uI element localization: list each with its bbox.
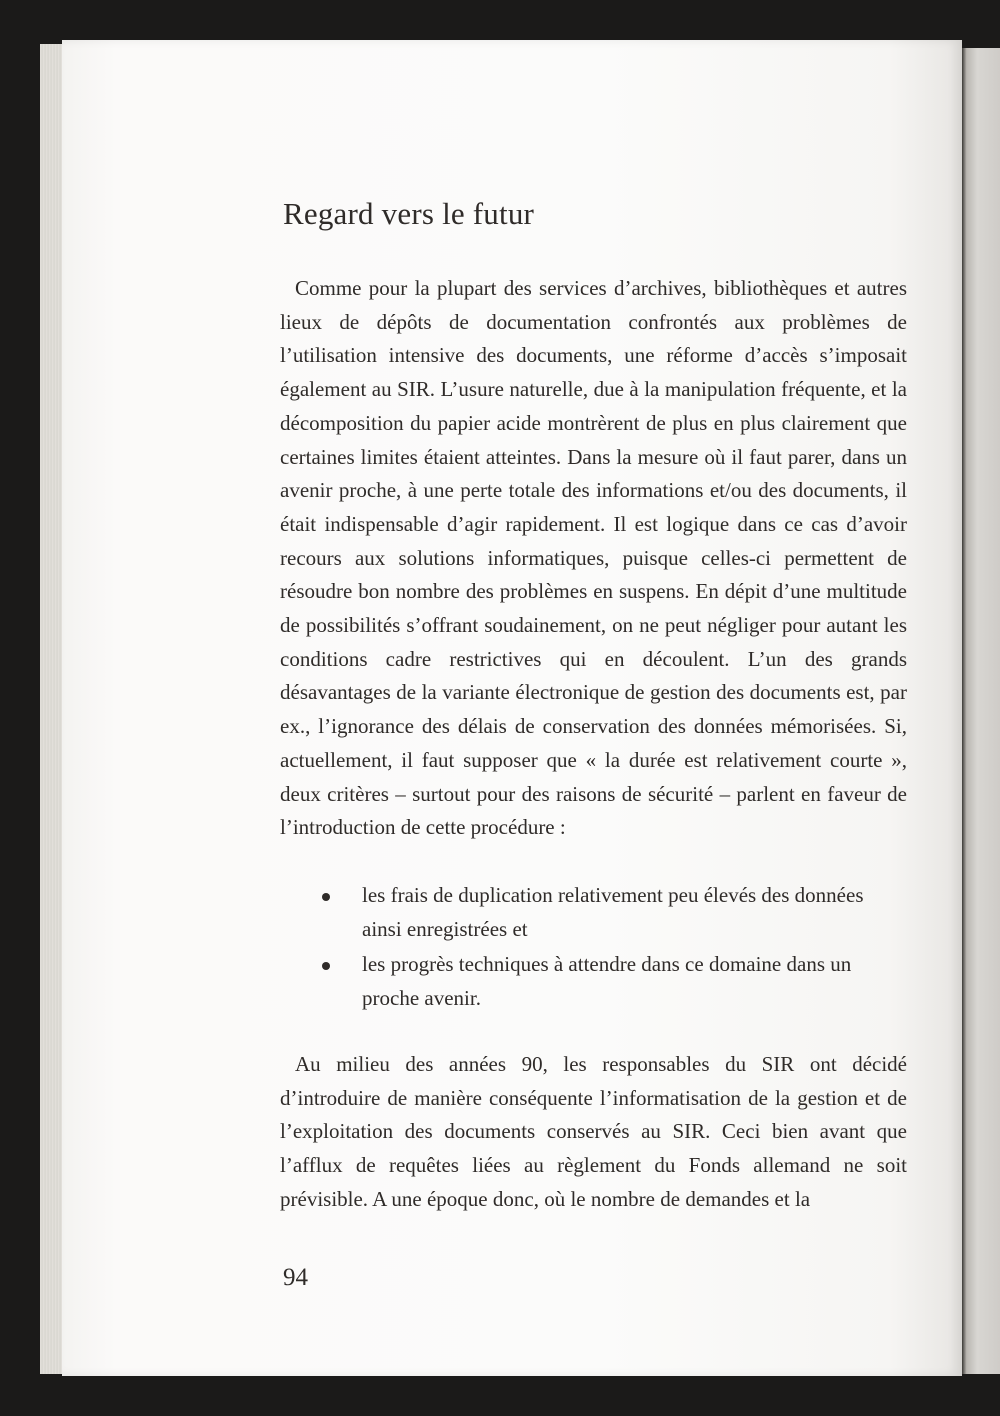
- bullet-text: les frais de duplication relativement peu élevés des données ainsi enregistrées et: [362, 883, 864, 941]
- bullet-icon: [322, 893, 330, 901]
- paragraph-1: Comme pour la plupart des services d’archives, bibliothèques et autres lieux de dépôts de documentation confrontés aux problèmes de l’utilisation intensive des documents, une réforme d’accès s’imposait également au SIR. L’usure naturelle, due à la manipulation fréquente, et la décomposition du papier acide montrèrent de plus en plus clairement que certaines limites étaient atteintes. Dans la mesure où il faut parer, dans un avenir proche, à une perte totale des informations et/ou des documents, il était indispensable d’agir rapidement. Il est logique dans ce cas d’avoir recours aux solutions informatiques, puisque celles-ci permettent de résoudre bon nombre des problèmes en suspens. En dépit d’une multitude de possibilités s’offrant soudainement, on ne peut négliger pour autant les conditions cadre restrictives qui en découlent. L’un des grands désavantages de la variante électronique de gestion des documents est, par ex., l’ignorance des délais de conservation des données mémorisées. Si, actuellement, il faut supposer que « la durée est relativement courte », deux critères – surtout pour des raisons de sécurité – parlent en faveur de l’introduction de cette procédure :: [280, 276, 907, 840]
- facing-page-edge: [962, 48, 1000, 1374]
- bullet-text: les progrès techniques à attendre dans ce domaine dans un proche avenir.: [362, 952, 852, 1011]
- bullet-item: [280, 879, 907, 946]
- section-title: Regard vers le futur: [283, 196, 535, 231]
- bullet-icon: [322, 962, 330, 970]
- bullet-list: [280, 879, 907, 1018]
- page-number: 94: [283, 1264, 308, 1291]
- bullet-item: [280, 948, 907, 1015]
- paragraph-2: Au milieu des années 90, les responsables du SIR ont décidé d’introduire de manière conséquente l’informatisation de la gestion et de l’exploitation des documents conservés au SIR. Ceci bien avant que l’afflux de requêtes liées au règlement du Fonds allemand ne soit prévisible. A une époque donc, où le nombre de demandes et la: [280, 1052, 907, 1211]
